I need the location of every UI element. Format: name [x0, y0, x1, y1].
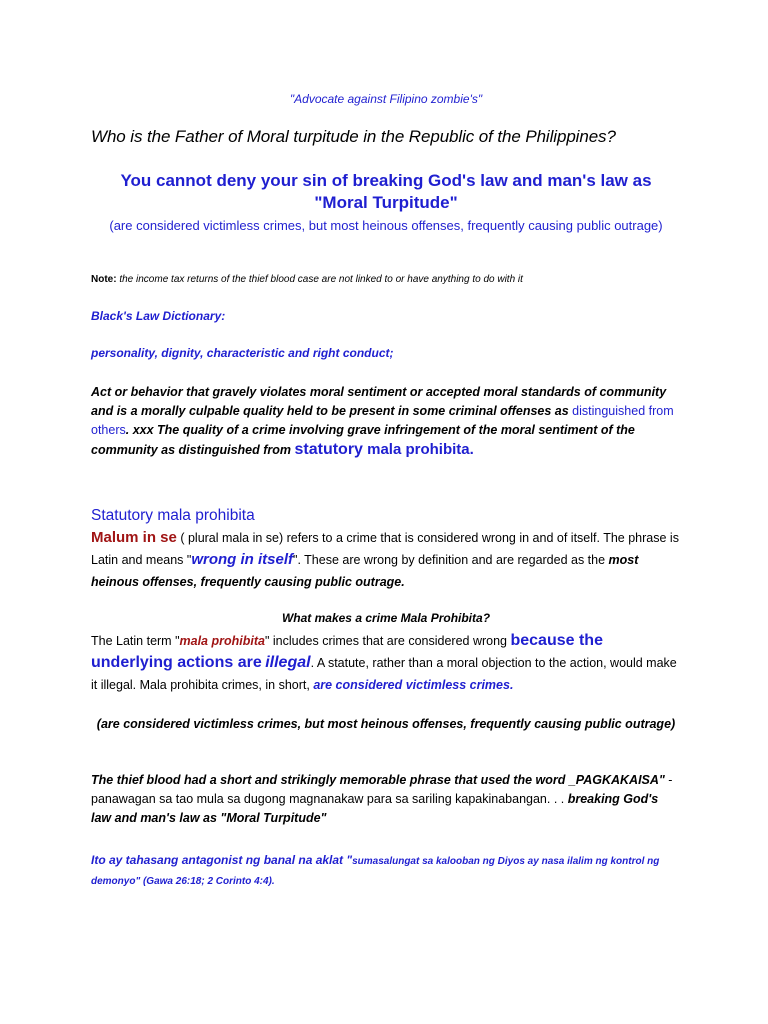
- act-end: mala prohibita.: [362, 441, 474, 458]
- note-paragraph: [91, 274, 681, 285]
- thief-paragraph: [91, 771, 681, 828]
- latin-text-1: The Latin term ": [91, 634, 180, 648]
- latin-term: mala prohibita: [179, 634, 265, 648]
- act-statutory: statutory: [294, 441, 363, 458]
- heading-line-2: "Moral Turpitude": [314, 193, 458, 212]
- main-heading: [91, 170, 681, 214]
- malum-text-2: ". These are wrong by definition and are regarded as the: [293, 553, 609, 567]
- tagline: "Advocate against Filipino zombie's": [289, 92, 483, 106]
- ito-quote: sumasalungat sa kalooban ng Diyos ay nasa ilalim ng kontrol ng demonyo" (Gawa 26:18; 2 Corinto 4:4).: [91, 856, 660, 887]
- thief-bold-2: breaking God's law and man's law as "Moral Turpitude": [91, 792, 659, 825]
- thief-bold-1: The thief blood had a short and strikingly memorable phrase that used the word _PAGKAKAISA": [91, 773, 665, 787]
- latin-text-3: . A statute, rather than a moral objection to the action, would make it illegal. Mala prohibita crimes, in short,: [91, 656, 677, 692]
- ito-text: Ito ay tahasang antagonist ng banal na aklat ": [91, 853, 353, 867]
- latin-paragraph: [91, 630, 681, 696]
- thief-text: - panawagan sa tao mula sa dugong magnanakaw para sa sariling kapakinabangan. . .: [91, 773, 673, 806]
- subheading: (are considered victimless crimes, but most heinous offenses, frequently causing public outrage): [109, 218, 663, 233]
- note-text: the income tax returns of the thief blood case are not linked to or have anything to do with it: [116, 274, 523, 285]
- ito-paragraph: [91, 851, 681, 891]
- dictionary-title: Black's Law Dictionary:: [91, 309, 226, 323]
- statutory-label: Statutory mala prohibita: [91, 507, 255, 524]
- distinguished-link[interactable]: distinguished from others: [91, 404, 674, 437]
- latin-big-1: because the underlying actions are: [91, 632, 603, 671]
- heading-line-1: You cannot deny your sin of breaking God's law and man's law as: [120, 171, 652, 190]
- paren-paragraph: (are considered victimless crimes, but most heinous offenses, frequently causing public outrage): [96, 717, 676, 731]
- page-question: Who is the Father of Moral turpitude in the Republic of the Philippines?: [91, 127, 616, 146]
- malum-sep: ,: [193, 575, 201, 589]
- act-text-1: Act or behavior that gravely violates moral sentiment or accepted moral standards of community and is a morally culpable quality held to be present in some criminal offenses as: [91, 385, 667, 418]
- malum-bold-1: most heinous offenses: [91, 553, 639, 589]
- malum-bold-2: frequently causing public outrage.: [200, 575, 405, 589]
- malum-text-1: ( plural mala in se) refers to a crime that is considered wrong in and of itself. The phrase is Latin and means ": [91, 531, 679, 567]
- malum-term: Malum in se: [91, 529, 177, 546]
- definition-paragraph: [91, 383, 681, 460]
- latin-end: are considered victimless crimes.: [313, 678, 514, 692]
- act-text-2: . xxx The quality of a crime involving grave infringement of the moral sentiment of the community as distinguished from: [91, 423, 635, 457]
- what-makes-heading: What makes a crime Mala Prohibita?: [281, 611, 491, 625]
- malum-paragraph: [91, 527, 681, 593]
- note-label: Note:: [91, 274, 117, 285]
- latin-big-2: illegal: [265, 654, 311, 671]
- personality-line: personality, dignity, characteristic and right conduct;: [91, 346, 394, 360]
- malum-emphasis: wrong in itself: [191, 551, 294, 568]
- latin-text-2: " includes crimes that are considered wrong: [264, 634, 511, 648]
